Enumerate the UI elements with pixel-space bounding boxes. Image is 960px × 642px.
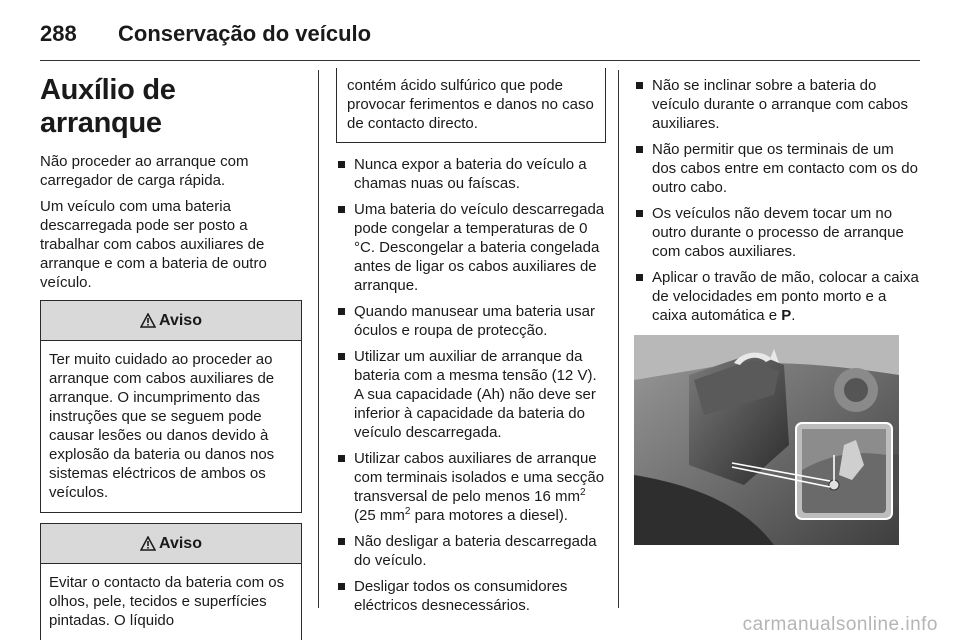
list-item: Aplicar o travão de mão, colocar a caixa de velocidades em ponto morto e a caixa automática e P.: [634, 268, 920, 325]
warning-box-2: [40, 523, 302, 640]
engine-bay-photo: [634, 335, 899, 545]
paragraph-1: Não proceder ao arranque com carregador de carga rápida.: [40, 153, 249, 189]
running-title: Conservação do veículo: [118, 21, 372, 46]
warning-box-1: [40, 300, 302, 513]
warning-triangle-icon: [140, 536, 156, 551]
warning-header-2: [41, 524, 301, 564]
watermark: carmanualsonline.info: [742, 614, 938, 635]
column-1: [40, 70, 302, 640]
page-header: [40, 14, 371, 54]
warning-label-1: Aviso: [159, 311, 202, 329]
bullet-list-col2: [336, 155, 606, 615]
warning-header-1: [41, 301, 301, 341]
list-item: Desligar todos os consumidores eléctricos desnecessários.: [336, 577, 606, 615]
list-item: Não se inclinar sobre a bateria do veículo durante o arranque com cabos auxiliares.: [634, 76, 920, 133]
bullet-list-col3: [634, 76, 920, 325]
warning-triangle-icon: [140, 313, 156, 328]
list-item: Utilizar cabos auxiliares de arranque com terminais isolados e uma secção transversal de pelo menos 16 $mm^2$ (25 $mm^2$ para motores a diesel).: [336, 449, 606, 525]
warning-text-2: Evitar o contacto da bateria com os olhos, pele, tecidos e superfícies pintadas. O líquido: [49, 574, 285, 629]
warning-continuation: contém ácido sulfúrico que pode provocar ferimentos e danos no caso de contacto directo.: [336, 68, 606, 143]
list-item: Não desligar a bateria descarregada do veículo.: [336, 532, 606, 570]
column-divider-2: [618, 70, 619, 608]
warning-label-2: Aviso: [159, 534, 202, 552]
header-rule: [40, 60, 920, 61]
paragraph-2: Um veículo com uma bateria descarregada pode ser posto a trabalhar com cabos auxiliares de arranque e com a bateria de outro veículo.: [40, 198, 267, 291]
section-title: Auxílio de arranque: [40, 74, 176, 139]
list-item: Não permitir que os terminais de um dos cabos entre em contacto com os do outro cabo.: [634, 140, 920, 197]
warning-text-1: Ter muito cuidado ao proceder ao arranque com cabos auxiliares de arranque. O incumprimento das instruções que se seguem pode causar lesões ou danos devido à explosão da bateria ou danos nos sistemas eléctricos de ambos os veículos.: [49, 351, 275, 501]
page-number: 288: [40, 21, 77, 46]
column-divider-1: [318, 70, 319, 608]
column-3: [634, 70, 920, 545]
list-item: Nunca expor a bateria do veículo a chamas nuas ou faíscas.: [336, 155, 606, 193]
list-item: Utilizar um auxiliar de arranque da bateria com a mesma tensão (12 V). A sua capacidade (Ah) não deve ser inferior à capacidade da bateria do veículo descarregada.: [336, 347, 606, 442]
list-item: Os veículos não devem tocar um no outro durante o processo de arranque com cabos auxiliares.: [634, 204, 920, 261]
column-2: [336, 70, 606, 622]
list-item: Quando manusear uma bateria usar óculos e roupa de protecção.: [336, 302, 606, 340]
list-item: Uma bateria do veículo descarregada pode congelar a temperaturas de 0 °C. Descongelar a bateria congelada antes de ligar os cabos auxiliares de arranque.: [336, 200, 606, 295]
